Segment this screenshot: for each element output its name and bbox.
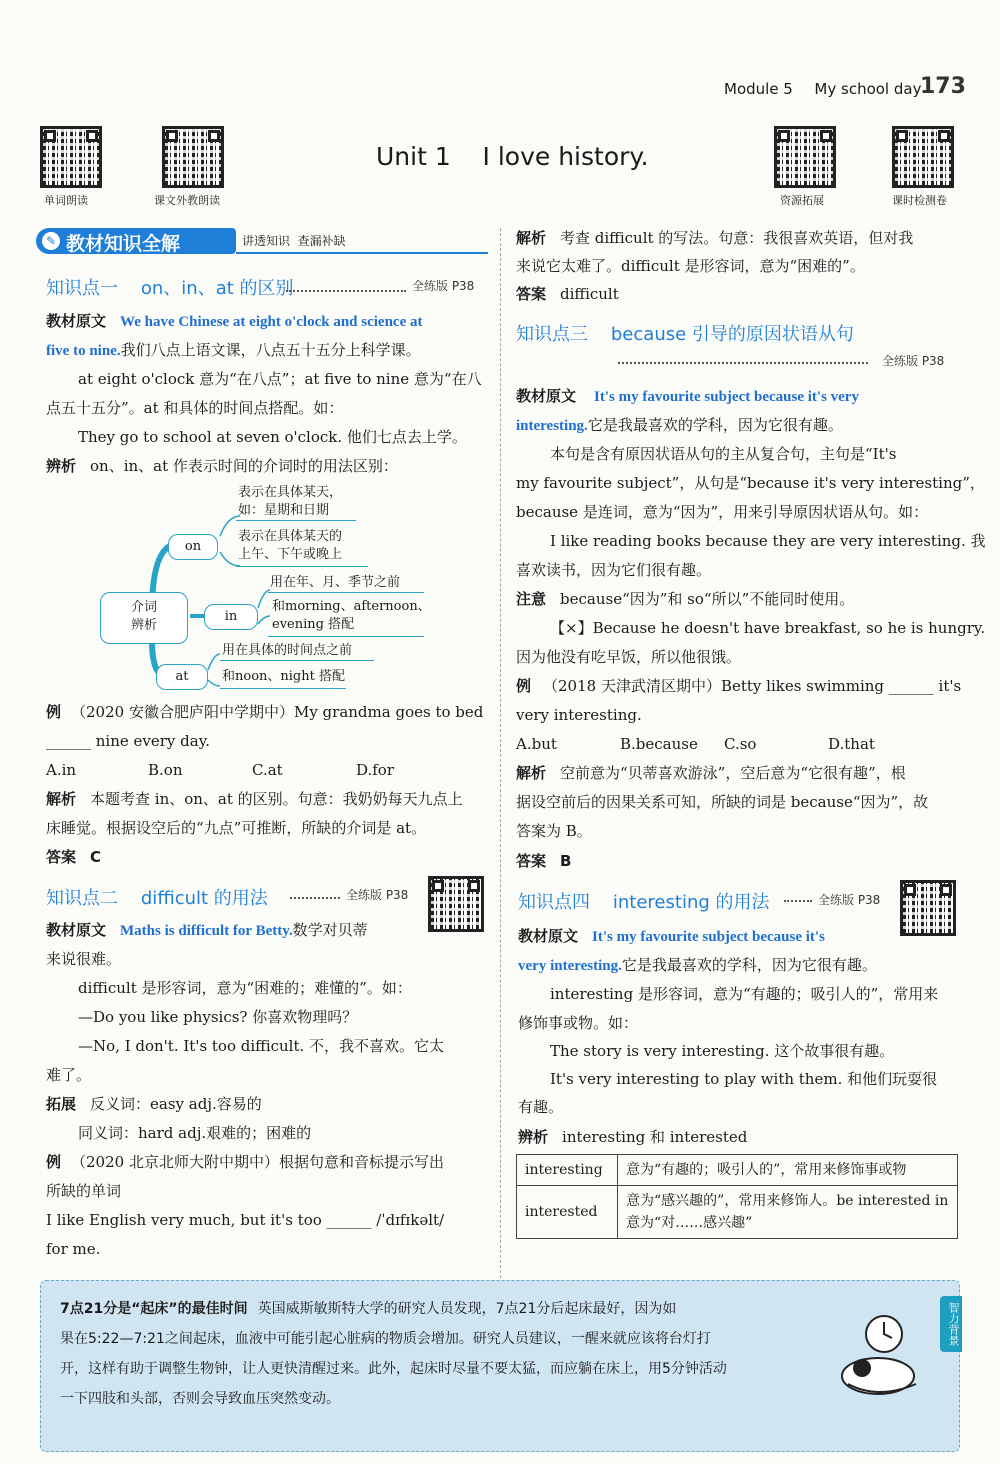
kp3-wrong-example: 【×】Because he doesn't have breakfast, so he is hungry. bbox=[550, 619, 986, 637]
kp1-example: They go to school at seven o'clock. 他们七点去上学。 bbox=[78, 428, 467, 446]
dotted-leader bbox=[286, 290, 406, 292]
table-row bbox=[517, 1186, 958, 1239]
kp3-ex-question: （2018 天津武清区期中）Betty likes swimming ______ it's bbox=[543, 677, 962, 695]
kp2-source-en: Maths is difficult for Betty. bbox=[120, 923, 293, 939]
mindmap-underline bbox=[268, 636, 424, 637]
section-banner bbox=[36, 228, 236, 254]
kp2-explanation-cont: 来说它太难了。difficult 是形容词，意为“困难的”。 bbox=[516, 257, 865, 275]
kp1-option[interactable]: B.on bbox=[148, 761, 183, 779]
mindmap-center-line2: 辨析 bbox=[130, 618, 157, 633]
kp4-source-en-cont: very interesting. bbox=[518, 958, 622, 974]
kp4-example: It's very interesting to play with them. 和他们玩耍很 bbox=[550, 1070, 938, 1088]
mindmap-leaf: 表示在具体某天的 bbox=[238, 529, 343, 544]
kp1-ex-question: （2020 安徽合肥庐阳中学期中）My grandma goes to bed bbox=[71, 703, 484, 721]
kp1-analysis-label: 辨析 bbox=[46, 457, 77, 475]
kp4-ref: 全练版 P38 bbox=[818, 893, 881, 907]
qr-code-icon[interactable] bbox=[428, 876, 484, 932]
kp3-answer: B bbox=[560, 852, 572, 870]
kp4-source-cn: 它是我最喜欢的学科，因为它很有趣。 bbox=[621, 956, 877, 974]
kp1-ans-label: 答案 bbox=[46, 848, 77, 866]
mindmap-leaf: evening 搭配 bbox=[272, 617, 355, 632]
mindmap-node-at: at bbox=[156, 664, 208, 690]
kp2-para: difficult 是形容词，意为“困难的；难懂的”。如： bbox=[78, 979, 412, 997]
qr-code-icon[interactable] bbox=[900, 880, 956, 936]
kp1-answer: C bbox=[90, 848, 102, 866]
mindmap-leaf: 和noon、night 搭配 bbox=[222, 669, 345, 684]
kp3-para: 本句是含有原因状语从句的主从复合句，主句是“It's bbox=[550, 445, 897, 463]
kp4-analysis: interesting 和 interested bbox=[562, 1128, 748, 1146]
kp1-option[interactable]: C.at bbox=[252, 761, 283, 779]
footer-text bbox=[60, 1294, 830, 1414]
qr-code-icon[interactable] bbox=[774, 126, 836, 188]
kp1-ref: 全练版 P38 bbox=[412, 279, 475, 293]
mindmap-leaf: 如：星期和日期 bbox=[238, 503, 330, 518]
kp2-source-cn: 数学对贝蒂 bbox=[292, 921, 368, 939]
kp1-explanation-cont: 床睡觉。根据设空后的“九点”可推断，所缺的介词是 at。 bbox=[46, 819, 427, 837]
kp2-dialog: —No, I don't. It's too difficult. 不，我不喜欢。它太 bbox=[78, 1037, 445, 1055]
section-banner-title: 教材知识全解 bbox=[66, 233, 181, 255]
kp3-source-en-cont: interesting. bbox=[516, 418, 588, 434]
footer-line: 一下四肢和头部，否则会导致血压突然变动。 bbox=[60, 1391, 340, 1407]
kp1-source-cn: 我们八点上语文课，八点五十五分上科学课。 bbox=[120, 341, 421, 359]
mindmap-leaf: 用在具体的时间点之前 bbox=[222, 643, 353, 658]
kp3-explanation-cont: 据设空前后的因果关系可知，所缺的词是 because“因为”，故 bbox=[516, 793, 929, 811]
kp2-ex-label: 例 bbox=[46, 1153, 62, 1171]
kp2-dialog-cont: 难了。 bbox=[46, 1066, 92, 1084]
qr-caption: 资源拓展 bbox=[780, 194, 824, 207]
kp4-para: 修饰事或物。如： bbox=[518, 1014, 639, 1032]
kp3-option[interactable]: B.because bbox=[620, 735, 698, 753]
kp3-source-label: 教材原文 bbox=[516, 387, 577, 405]
kp3-option[interactable]: A.but bbox=[516, 735, 557, 753]
footer-line: 果在5:22—7:21之间起床，血液中可能引起心脏病的物质会增加。研究人员建议，一醒来就应该将台灯打 bbox=[60, 1331, 711, 1347]
mindmap-node-on: on bbox=[168, 534, 218, 560]
mindmap-underline bbox=[236, 520, 356, 521]
kp1-option[interactable]: D.for bbox=[356, 761, 395, 779]
running-header bbox=[724, 80, 921, 98]
footer-line: 英国威斯敏斯特大学的研究人员发现，7点21分后起床最好，因为如 bbox=[257, 1301, 677, 1317]
kp1-source-en: We have Chinese at eight o'clock and science at bbox=[120, 314, 423, 330]
section-label: My school day bbox=[814, 80, 922, 98]
module-label: Module 5 bbox=[724, 80, 793, 98]
kp2-dialog: —Do you like physics? 你喜欢物理吗？ bbox=[78, 1008, 358, 1026]
kp3-ans-label: 答案 bbox=[516, 852, 547, 870]
kp1-exp-label: 解析 bbox=[46, 790, 77, 808]
kp4-example: The story is very interesting. 这个故事很有趣。 bbox=[550, 1042, 895, 1060]
table-row bbox=[517, 1155, 958, 1186]
mindmap-underline bbox=[268, 592, 424, 593]
qr-code-icon[interactable] bbox=[892, 126, 954, 188]
kp2-title: 知识点二 difficult 的用法 bbox=[46, 888, 268, 909]
qr-code-icon[interactable] bbox=[40, 126, 102, 188]
kp2-ref: 全练版 P38 bbox=[346, 888, 409, 902]
kp3-example-cont: 喜欢读书，因为它们很有趣。 bbox=[516, 561, 712, 579]
kp1-para: at eight o'clock 意为“在八点”；at five to nine 意为“在八 bbox=[78, 370, 482, 388]
kp2-source-cn-cont: 来说很难。 bbox=[46, 950, 122, 968]
qr-code-icon[interactable] bbox=[162, 126, 224, 188]
kp2-exp-label: 解析 bbox=[516, 229, 547, 247]
kp1-ex-question-cont: ______ nine every day. bbox=[46, 732, 210, 750]
kp2-ex-question: （2020 北京北师大附中期中）根据句意和音标提示写出 bbox=[71, 1153, 444, 1171]
mindmap-underline bbox=[220, 688, 346, 689]
kp3-note: because“因为”和 so“所以”不能同时使用。 bbox=[560, 590, 855, 608]
kp4-title: 知识点四 interesting 的用法 bbox=[518, 892, 770, 913]
kp3-source-cn: 它是我最喜欢的学科，因为它很有趣。 bbox=[587, 416, 843, 434]
qr-caption: 课时检测卷 bbox=[892, 194, 947, 207]
kp1-para: 点五十五分”。at 和具体的时间点搭配。如： bbox=[46, 399, 344, 417]
kp2-synonym: 同义词：hard adj.艰难的；困难的 bbox=[78, 1124, 312, 1142]
kp3-title: 知识点三 because 引导的原因状语从句 bbox=[516, 324, 854, 345]
table-cell-term: interesting bbox=[517, 1155, 618, 1186]
kp3-para: because 是连词，意为“因为”，用来引导原因状语从句。如： bbox=[516, 503, 929, 521]
kp2-explanation: 考查 difficult 的写法。句意：我很喜欢英语，但对我 bbox=[560, 229, 914, 247]
kp1-ex-label: 例 bbox=[46, 703, 62, 721]
kp3-example: I like reading books because they are very interesting. 我 bbox=[550, 532, 986, 550]
kp3-ex-question-cont: very interesting. bbox=[516, 706, 642, 724]
kp4-source-en: It's my favourite subject because it's bbox=[592, 929, 825, 945]
kp1-option[interactable]: A.in bbox=[46, 761, 77, 779]
kp1-analysis: on、in、at 作表示时间的介词时的用法区别： bbox=[90, 457, 398, 475]
kp3-ex-label: 例 bbox=[516, 677, 532, 695]
footer-title: 7点21分是“起床”的最佳时间 bbox=[60, 1301, 248, 1317]
mindmap-leaf: 表示在具体某天， bbox=[238, 485, 343, 500]
kp3-explanation: 空前意为“贝蒂喜欢游泳”，空后意为“它很有趣”，根 bbox=[560, 764, 906, 782]
kp2-ex-sentence-cont: for me. bbox=[46, 1240, 101, 1258]
qr-caption: 单词朗读 bbox=[44, 194, 88, 207]
kp3-exp-label: 解析 bbox=[516, 764, 547, 782]
mindmap-leaf: 和morning、afternoon、 bbox=[272, 599, 431, 614]
kp2-ext-label: 拓展 bbox=[46, 1095, 77, 1113]
section-banner-icon: ✎ bbox=[42, 232, 60, 250]
table-cell-term: interested bbox=[517, 1186, 618, 1239]
kp1-title: 知识点一 on、in、at 的区别 bbox=[46, 278, 294, 299]
kp3-para: my favourite subject”，从句是“because it's very interesting”， bbox=[516, 474, 985, 492]
mindmap-underline bbox=[220, 660, 374, 661]
kp1-source-label: 教材原文 bbox=[46, 312, 107, 330]
sleeping-figure-illustration bbox=[838, 1304, 934, 1400]
kp3-explanation-cont: 答案为 B。 bbox=[516, 822, 592, 840]
kp3-option[interactable]: C.so bbox=[724, 735, 757, 753]
mindmap-leaf: 用在年、月、季节之前 bbox=[270, 575, 401, 590]
kp1-source-en-cont: five to nine. bbox=[46, 343, 121, 359]
kp4-source-label: 教材原文 bbox=[518, 927, 579, 945]
mindmap-center bbox=[100, 592, 188, 644]
qr-caption: 课文外教朗读 bbox=[154, 194, 220, 207]
kp2-ex-sentence: I like English very much, but it's too ______ /ˈdɪfɪkəlt/ bbox=[46, 1211, 445, 1229]
mindmap-center-line1: 介词 bbox=[130, 600, 157, 615]
dotted-leader bbox=[784, 900, 812, 902]
kp4-analysis-label: 辨析 bbox=[518, 1128, 549, 1146]
dotted-leader bbox=[618, 362, 868, 364]
kp1-explanation: 本题考查 in、on、at 的区别。句意：我奶奶每天九点上 bbox=[90, 790, 463, 808]
mindmap-leaf: 上午、下午或晚上 bbox=[238, 547, 343, 562]
table-cell-desc: 意为“感兴趣的”，常用来修饰人。be interested in 意为“对……感兴趣” bbox=[618, 1186, 958, 1239]
kp2-ex-question-cont: 所缺的单词 bbox=[46, 1182, 122, 1200]
section-banner-subtitle: 讲透知识 查漏补缺 bbox=[242, 234, 346, 248]
page-number: 173 bbox=[920, 74, 966, 99]
kp4-para: interesting 是形容词，意为“有趣的；吸引人的”，常用来 bbox=[550, 985, 939, 1003]
footer-side-tab: 智力背景 bbox=[940, 1296, 962, 1352]
table-cell-desc: 意为“有趣的；吸引人的”，常用来修饰事或物 bbox=[618, 1155, 958, 1186]
kp2-source-label: 教材原文 bbox=[46, 921, 107, 939]
kp3-ref: 全练版 P38 bbox=[882, 354, 945, 368]
kp2-answer: difficult bbox=[560, 285, 619, 303]
kp3-note-label: 注意 bbox=[516, 590, 547, 608]
dotted-leader bbox=[290, 897, 340, 899]
section-banner-line bbox=[236, 252, 488, 254]
kp2-ans-label: 答案 bbox=[516, 285, 547, 303]
kp2-antonym: 反义词：easy adj.容易的 bbox=[90, 1095, 262, 1113]
kp3-option[interactable]: D.that bbox=[828, 735, 875, 753]
kp3-wrong-example-cont: 因为他没有吃早饭，所以他很饿。 bbox=[516, 648, 742, 666]
kp3-source-en: It's my favourite subject because it's very bbox=[594, 389, 859, 405]
comparison-table bbox=[516, 1154, 958, 1239]
kp4-example-cont: 有趣。 bbox=[518, 1098, 564, 1116]
unit-title: Unit 1 I love history. bbox=[376, 142, 649, 171]
mindmap-underline bbox=[236, 566, 368, 567]
mindmap-node-in: in bbox=[204, 604, 258, 630]
column-divider bbox=[500, 228, 501, 1278]
footer-line: 开，这样有助于调整生物钟，让人更快清醒过来。此外，起床时尽量不要太猛，而应躺在床上，用5分钟活动 bbox=[60, 1361, 727, 1377]
